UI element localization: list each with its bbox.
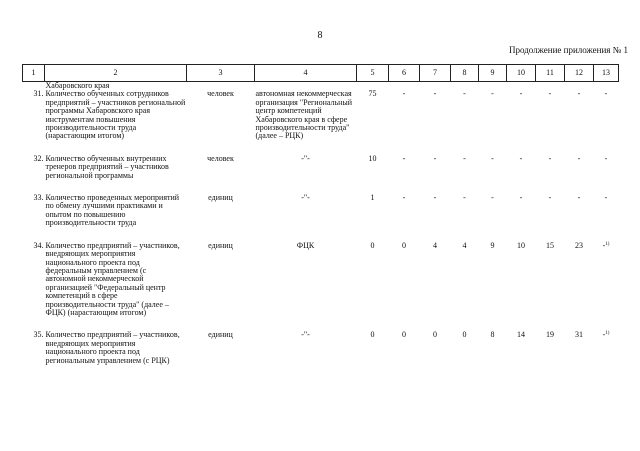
column-header-1: 1 bbox=[23, 65, 45, 82]
row-spacer bbox=[23, 228, 619, 242]
value-cell: - bbox=[491, 193, 494, 203]
column-header-3: 3 bbox=[187, 65, 255, 82]
value-cell: - bbox=[519, 89, 523, 99]
column-header-5: 5 bbox=[357, 65, 389, 82]
row-number: 33. bbox=[33, 193, 44, 203]
unit-of-measure: единиц bbox=[208, 330, 233, 340]
unit-of-measure: человек bbox=[207, 89, 234, 99]
value-cell: - bbox=[433, 153, 437, 163]
appendix-continuation-label: Продолжение приложения № 1 bbox=[508, 45, 628, 55]
row-number: 31. bbox=[33, 89, 44, 99]
value-cell: - bbox=[548, 153, 552, 163]
value-cell: - bbox=[463, 153, 466, 163]
value-cell: 0 bbox=[462, 330, 467, 340]
indicators-table bbox=[22, 64, 619, 365]
value-cell: - bbox=[402, 193, 406, 203]
indicator-name: Количество предприятий – участников, внедряющих мероприятия национального проекта под региональным управлением (с РЦК) bbox=[45, 330, 180, 365]
value-cell: - bbox=[491, 89, 494, 99]
indicator-name: Количество обученных внутренних тренеров предприятий – участников региональной программы bbox=[45, 153, 169, 180]
column-number-header-row bbox=[23, 65, 619, 82]
value-cell: 0 bbox=[370, 240, 375, 250]
value-cell bbox=[594, 242, 619, 318]
data-source: автономная некоммерческая организация "Региональный центр компетенций Хабаровского края в сфере производительности труда" (далее – РЦК) bbox=[255, 89, 353, 141]
value-cell: - bbox=[577, 153, 581, 163]
value-cell: 10 bbox=[368, 153, 377, 163]
row-number: 32. bbox=[33, 153, 44, 163]
indicator-name: Количество обученных сотрудников предприятий – участников региональной программы Хабаровского края инструментам повышения производительности труда (нарастающим итогом) bbox=[45, 89, 186, 141]
table-row bbox=[23, 242, 619, 318]
column-header-7: 7 bbox=[420, 65, 451, 82]
value-cell: 19 bbox=[546, 330, 554, 340]
value-cell: - bbox=[491, 153, 494, 163]
value-cell: - bbox=[402, 153, 406, 163]
value-cell bbox=[594, 331, 619, 365]
value-cell: 0 bbox=[402, 240, 406, 250]
table-row bbox=[23, 194, 619, 228]
data-source: -"- bbox=[301, 153, 310, 163]
indicator-name: Количество предприятий – участников, внедряющих мероприятия национального проекта под федеральным управлением (с автономной некоммерческой организацией "Федеральный центр компетенций в сфере производительности труда" (далее – ФЦК) (нарастающим итогом) bbox=[45, 240, 180, 317]
column-header-8: 8 bbox=[451, 65, 479, 82]
table-row bbox=[23, 90, 619, 140]
footnote-marker: 1) bbox=[605, 241, 610, 247]
footnote-marker: 1) bbox=[605, 331, 610, 337]
value-cell: - bbox=[519, 153, 523, 163]
value-cell: - bbox=[577, 89, 581, 99]
value-text: - bbox=[602, 240, 606, 250]
value-cell: - bbox=[577, 193, 581, 203]
row-spacer bbox=[23, 317, 619, 331]
value-cell: 75 bbox=[368, 89, 377, 99]
column-header-6: 6 bbox=[389, 65, 420, 82]
value-cell: - bbox=[548, 193, 552, 203]
data-source: ФЦК bbox=[296, 240, 315, 250]
indicator-name: Количество проведенных мероприятий по обмену лучшими практиками и опытом по повышению производительности труда bbox=[45, 193, 180, 228]
value-cell: 23 bbox=[575, 240, 583, 250]
value-cell: 1 bbox=[370, 193, 375, 203]
row-number: 34. bbox=[33, 240, 44, 250]
value-cell: 4 bbox=[433, 240, 437, 250]
value-cell: - bbox=[604, 89, 608, 99]
row-spacer bbox=[23, 141, 619, 155]
value-cell: 4 bbox=[462, 240, 467, 250]
value-cell: 15 bbox=[546, 240, 554, 250]
table-row bbox=[23, 155, 619, 180]
column-header-9: 9 bbox=[479, 65, 507, 82]
value-cell: 8 bbox=[490, 330, 495, 340]
value-cell: - bbox=[463, 89, 466, 99]
value-cell: 10 bbox=[517, 240, 525, 250]
unit-of-measure: человек bbox=[207, 153, 234, 163]
column-header-12: 12 bbox=[565, 65, 594, 82]
value-cell: 0 bbox=[402, 330, 406, 340]
value-cell: - bbox=[604, 193, 608, 203]
unit-of-measure: единиц bbox=[208, 240, 233, 250]
value-cell: - bbox=[433, 89, 437, 99]
value-cell: - bbox=[433, 193, 437, 203]
region-name: Хабаровского края bbox=[45, 81, 110, 90]
value-cell: - bbox=[604, 153, 608, 163]
value-cell: - bbox=[402, 89, 406, 99]
value-cell: 0 bbox=[370, 330, 375, 340]
value-cell: - bbox=[519, 193, 523, 203]
column-header-11: 11 bbox=[536, 65, 565, 82]
value-cell: 0 bbox=[433, 330, 437, 340]
page-number: 8 bbox=[317, 30, 323, 41]
data-source: -"- bbox=[301, 330, 310, 340]
table-row bbox=[23, 331, 619, 365]
column-header-2: 2 bbox=[45, 65, 187, 82]
column-header-4: 4 bbox=[255, 65, 357, 82]
value-cell: - bbox=[463, 193, 466, 203]
value-cell: 9 bbox=[490, 240, 495, 250]
value-cell: - bbox=[548, 89, 552, 99]
data-source: -"- bbox=[301, 193, 310, 203]
row-number: 35. bbox=[33, 330, 44, 340]
value-cell: 31 bbox=[575, 330, 583, 340]
row-spacer bbox=[23, 180, 619, 194]
column-header-10: 10 bbox=[507, 65, 536, 82]
value-text: - bbox=[602, 330, 606, 340]
column-header-13: 13 bbox=[594, 65, 619, 82]
unit-of-measure: единиц bbox=[208, 193, 233, 203]
value-cell: 14 bbox=[517, 330, 525, 340]
